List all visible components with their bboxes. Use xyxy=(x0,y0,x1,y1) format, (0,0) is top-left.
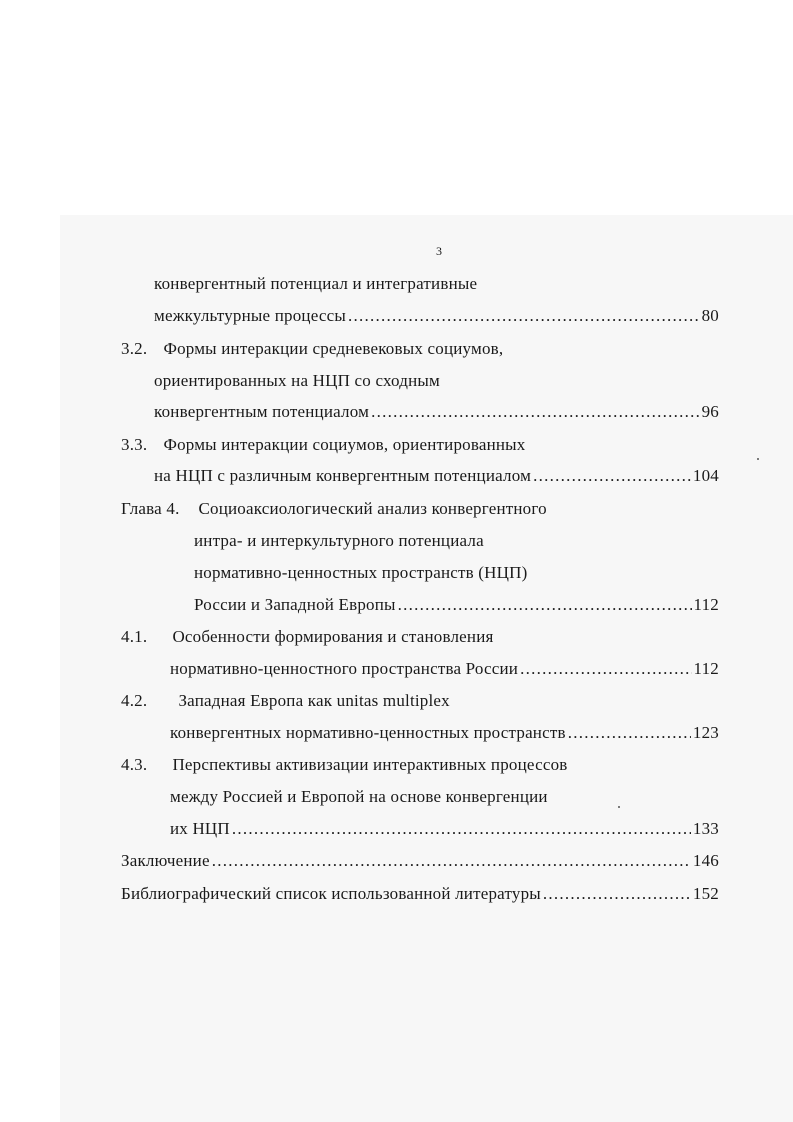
toc-line: конвергентный потенциал и интегративные xyxy=(154,274,478,293)
toc-line: нормативно-ценностного пространства России . . . 112 xyxy=(170,658,719,680)
page-ref: 123 xyxy=(692,723,719,742)
page-number: 3 xyxy=(436,244,442,258)
toc-line: России и Западной Европы . . . 112 xyxy=(194,594,719,616)
dot-leader xyxy=(543,883,691,905)
toc-line: ориентированных на НЦП со сходным xyxy=(154,371,440,390)
page-ref: 133 xyxy=(692,819,719,838)
toc-line: 4.3. Перспективы активизации интерактивных процессов xyxy=(121,755,568,774)
toc-line: между Россией и Европой на основе конвергенции xyxy=(170,787,548,806)
page-ref: 96 xyxy=(701,402,719,421)
page-ref: 104 xyxy=(692,466,719,485)
toc-line: конвергентных нормативно-ценностных пространств . . . 123 xyxy=(170,722,719,744)
page-ref: 152 xyxy=(692,884,719,903)
toc-line: Заключение . . . 146 xyxy=(121,850,719,872)
dot-leader xyxy=(348,305,700,327)
page-ref: 112 xyxy=(693,595,719,614)
chapter-number: Глава 4. xyxy=(121,499,180,518)
dot-leader xyxy=(533,465,691,487)
toc-line: 4.2. Западная Европа как unitas multiplex xyxy=(121,691,450,710)
toc-line: нормативно-ценностных пространств (НЦП) xyxy=(194,563,528,582)
dot-leader xyxy=(520,658,691,680)
toc-line: Библиографический список использованной литературы . . . 152 xyxy=(121,883,719,905)
toc-line: на НЦП с различным конвергентным потенциалом . . . 104 xyxy=(154,465,719,487)
dot-leader xyxy=(371,401,700,423)
toc-line: 3.2. Формы интеракции средневековых социумов, xyxy=(121,339,504,358)
scan-speck xyxy=(757,458,759,460)
dot-leader xyxy=(398,594,692,616)
page-ref: 112 xyxy=(693,659,719,678)
page-ref: 80 xyxy=(701,306,719,325)
dot-leader xyxy=(212,850,691,872)
section-number: 4.3. xyxy=(121,755,148,774)
toc-line: 3.3. Формы интеракции социумов, ориентированных xyxy=(121,435,526,454)
section-number: 3.3. xyxy=(121,435,148,454)
toc-line: 4.1. Особенности формирования и становления xyxy=(121,627,494,646)
section-number: 3.2. xyxy=(121,339,148,358)
dot-leader xyxy=(568,722,691,744)
section-number: 4.2. xyxy=(121,691,148,710)
page-ref: 146 xyxy=(692,851,719,870)
toc-line: интра- и интеркультурного потенциала xyxy=(194,531,484,550)
toc-line: конвергентным потенциалом . . . 96 xyxy=(154,401,719,423)
toc-line: их НЦП . . . 133 xyxy=(170,818,719,840)
toc-line: межкультурные процессы . . . 80 xyxy=(154,305,719,327)
toc-line: Глава 4. Социоаксиологический анализ конвергентного xyxy=(121,499,547,518)
scan-speck xyxy=(618,806,620,808)
section-number: 4.1. xyxy=(121,627,148,646)
dot-leader xyxy=(232,818,691,840)
